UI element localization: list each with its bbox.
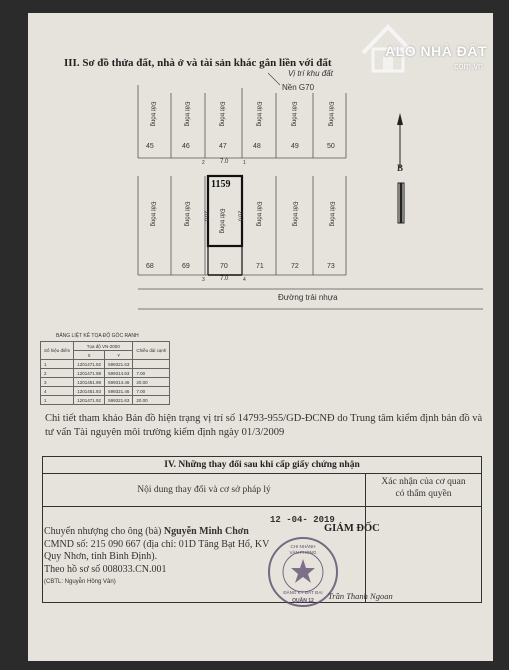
bottom-lot-71: 71 bbox=[256, 263, 264, 270]
change-content bbox=[44, 526, 269, 589]
point-2: 2 bbox=[202, 160, 205, 166]
cell-y: 599314.46 bbox=[105, 378, 133, 387]
id-line: CMND số: 215 090 667 (địa chỉ: 01D Tăng Bạt Hổ, KV bbox=[44, 538, 270, 550]
cell-x: 1201451.98 bbox=[74, 378, 105, 387]
depth-label-left: 20.0 bbox=[202, 210, 209, 222]
coords-header-length: Chiều dài cạnh bbox=[133, 342, 170, 360]
road-label: Đường trải nhựa bbox=[278, 293, 338, 302]
reference-note: Chi tiết tham khảo Bản đồ hiện trạng vị trí số 14793-955/GD-ĐCNĐ do Trung tâm kiểm định bản đồ và tư vấn Tài nguyên môi trường kiểm định ngày 01/3/2009 bbox=[45, 413, 483, 438]
approval-header-line1: Xác nhận của cơ quan bbox=[381, 477, 466, 487]
lot-label: Đất trống bbox=[255, 101, 262, 127]
cell-point: 4 bbox=[41, 387, 74, 396]
signer-name: Trần Thanh Ngoan bbox=[328, 591, 393, 601]
bottom-lot-68: 68 bbox=[146, 263, 154, 270]
bottom-lot-69: 69 bbox=[182, 263, 190, 270]
cell-point: 2 bbox=[41, 369, 74, 378]
stamp-text: QUẬN 12 bbox=[292, 598, 314, 604]
lot-label: Đất trống bbox=[183, 201, 190, 227]
lot-label: Đất trống bbox=[328, 201, 335, 227]
coords-subheader-y: Y bbox=[105, 351, 133, 360]
parcel-number: 1159 bbox=[211, 179, 231, 190]
table-row bbox=[41, 360, 170, 369]
lot-label: Đất trống bbox=[149, 201, 156, 227]
cell-len bbox=[133, 360, 170, 369]
cell-len: 20.00 bbox=[133, 378, 170, 387]
change-date: 12 -04- 2019 bbox=[270, 515, 335, 525]
director-title: GIÁM ĐỐC bbox=[324, 523, 380, 534]
coords-table bbox=[40, 341, 170, 405]
logo-brand: ALO NHÀ ĐẤT bbox=[385, 43, 487, 59]
coords-subheader-x: X bbox=[74, 351, 105, 360]
lot-label: Đất trống bbox=[327, 101, 334, 127]
coords-table-title: BẢNG LIỆT KÊ TỌA ĐỘ GÓC RANH bbox=[56, 333, 139, 339]
cell-point: 1 bbox=[41, 396, 74, 405]
cell-len: 7.00 bbox=[133, 387, 170, 396]
cell-len: 7.00 bbox=[133, 369, 170, 378]
cell-point: 1 bbox=[41, 360, 74, 369]
lot-label: Đất trống bbox=[183, 101, 190, 127]
dossier-line: Theo hồ sơ số 008033.CN.001 bbox=[44, 563, 167, 575]
lot-label: Đất trống bbox=[255, 201, 262, 227]
top-lot-48: 48 bbox=[253, 143, 261, 150]
section4-col-content: Nội dung thay đổi và cơ sở pháp lý bbox=[43, 474, 366, 506]
cell-y: 599321.46 bbox=[105, 387, 133, 396]
top-lot-50: 50 bbox=[327, 143, 335, 150]
lot-label: Đất trống bbox=[218, 101, 225, 127]
depth-label-right: 20.0 bbox=[236, 210, 243, 222]
lot-label: Đất trống bbox=[149, 101, 156, 127]
section4-title: IV. Những thay đổi sau khi cấp giấy chứng nhận bbox=[43, 457, 481, 474]
cell-x: 1201451.93 bbox=[74, 387, 105, 396]
approval-header-line2: có thẩm quyền bbox=[395, 489, 452, 499]
point-4: 4 bbox=[243, 277, 246, 283]
stamp-text: VĂN PHÒNG bbox=[289, 550, 317, 555]
bottom-lot-72: 72 bbox=[291, 263, 299, 270]
cell-x: 1201471.98 bbox=[74, 369, 105, 378]
lot-label: Đất trống bbox=[291, 201, 298, 227]
point-1: 1 bbox=[243, 160, 246, 166]
location-label: Vị trí khu đất bbox=[288, 69, 333, 78]
table-row bbox=[41, 378, 170, 387]
table-row bbox=[41, 396, 170, 405]
logo-domain: .com.vn bbox=[451, 61, 483, 71]
stamp-text: ĐĂNG KÝ ĐẤT ĐAI bbox=[283, 590, 323, 595]
section4-col-approval bbox=[366, 474, 481, 506]
coords-header-point: Số hiệu điểm bbox=[41, 342, 74, 360]
bottom-lot-70: 70 bbox=[220, 263, 228, 270]
compass-label: B bbox=[397, 163, 404, 173]
block-label: Nền G70 bbox=[282, 83, 315, 92]
coords-header-vn2000: Tọa độ VN-2000 bbox=[74, 342, 133, 351]
bottom-lot-73: 73 bbox=[327, 263, 335, 270]
cell-len: 20.00 bbox=[133, 396, 170, 405]
cell-point: 3 bbox=[41, 378, 74, 387]
point-3: 3 bbox=[202, 277, 205, 283]
transfer-text: Chuyển nhượng cho ông (bà) bbox=[44, 526, 164, 537]
lot-label: Đất trống bbox=[290, 101, 297, 127]
top-lot-45: 45 bbox=[146, 143, 154, 150]
cell-x: 1201471.92 bbox=[74, 396, 105, 405]
table-row bbox=[41, 369, 170, 378]
table-row bbox=[41, 387, 170, 396]
owner-name: Nguyễn Minh Chơn bbox=[163, 526, 249, 537]
certificate-page bbox=[28, 13, 493, 661]
cell-x: 1201471.92 bbox=[74, 360, 105, 369]
cell-y: 599314.63 bbox=[105, 369, 133, 378]
cell-y: 599321.63 bbox=[105, 396, 133, 405]
officer-line: (CBTL: Nguyễn Hồng Vân) bbox=[44, 579, 116, 585]
top-lot-49: 49 bbox=[291, 143, 299, 150]
width-label-bottom: 7.0 bbox=[220, 276, 229, 282]
width-label-top: 7.0 bbox=[220, 159, 229, 165]
cell-y: 599321.63 bbox=[105, 360, 133, 369]
lot-label: Đất trống bbox=[218, 208, 225, 234]
section3-title: III. Sơ đồ thửa đất, nhà ở và tài sản khác gắn liền với đất bbox=[64, 57, 332, 69]
top-lot-46: 46 bbox=[182, 143, 190, 150]
stamp-text: CHI NHÁNH bbox=[290, 544, 316, 549]
top-lot-47: 47 bbox=[219, 143, 227, 150]
address-line: Quy Nhơn, tỉnh Bình Định). bbox=[44, 551, 158, 562]
